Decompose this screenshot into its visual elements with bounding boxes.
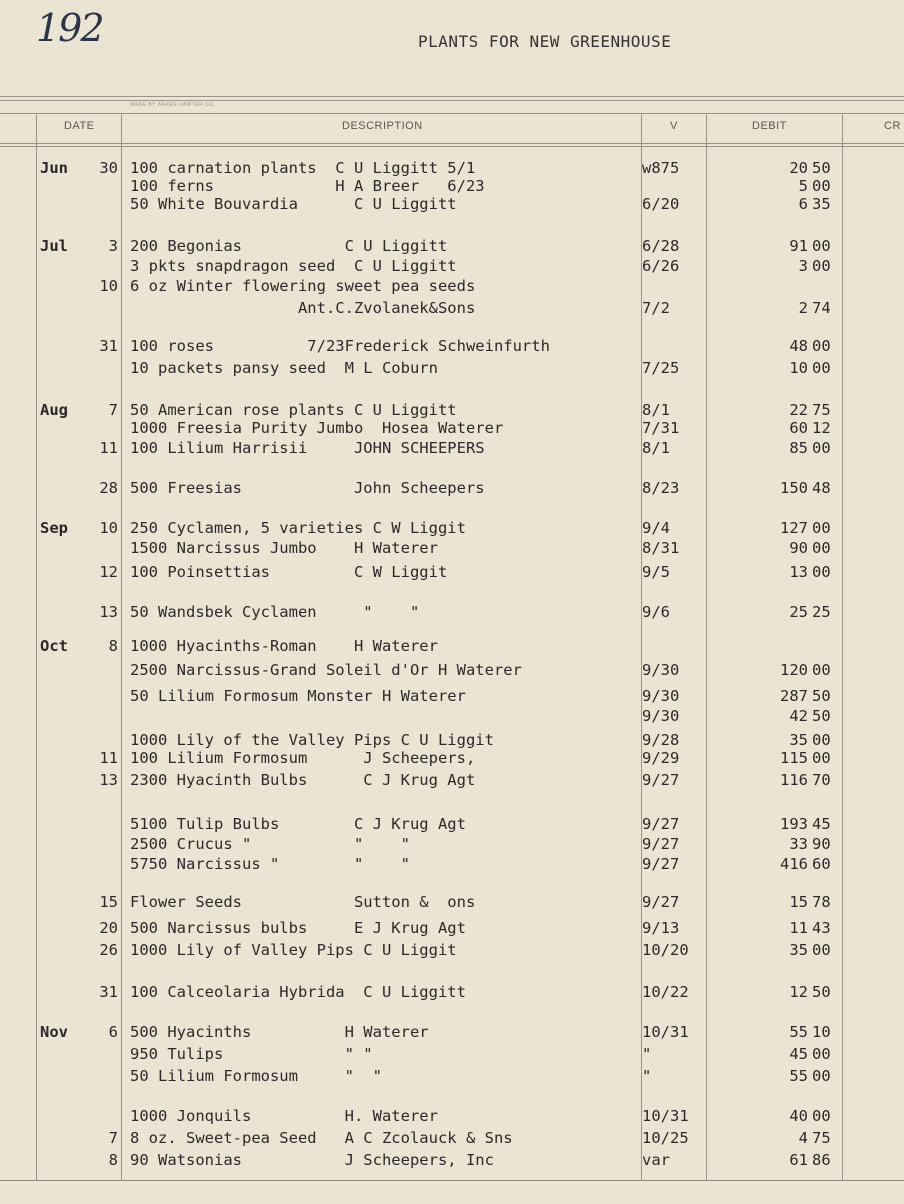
debit-dollars: 10 [789, 359, 808, 377]
entry-voucher: 10/22 [642, 983, 689, 1001]
debit-cents: 00 [812, 257, 831, 275]
debit-dollars: 55 [789, 1067, 808, 1085]
debit-cents: 50 [812, 159, 831, 177]
ledger-row [0, 276, 904, 298]
header-bottom-rule-2 [0, 146, 904, 147]
entry-description: 6 oz Winter flowering sweet pea seeds [130, 277, 476, 295]
ledger-row [0, 1022, 904, 1044]
debit-cents: 00 [812, 661, 831, 679]
debit-cents: 00 [812, 337, 831, 355]
entry-voucher: 9/27 [642, 855, 680, 873]
entry-description: 200 Begonias C U Liggitt [130, 237, 448, 255]
entry-description: 1000 Lily of the Valley Pips C U Liggit [130, 731, 494, 749]
ledger-row [0, 438, 904, 460]
debit-cents: 50 [812, 983, 831, 1001]
debit-cents: 00 [812, 563, 831, 581]
entry-month: Jun [40, 159, 68, 177]
debit-cents: 25 [812, 603, 831, 621]
entry-month: Jul [40, 237, 68, 255]
v-column-header: V [670, 120, 678, 132]
entry-description: 50 Lilium Formosum " " [130, 1067, 382, 1085]
debit-column-header: DEBIT [752, 120, 787, 132]
ledger-row [0, 602, 904, 624]
entry-description: 1000 Hyacinths-Roman H Waterer [130, 637, 438, 655]
debit-dollars: 15 [789, 893, 808, 911]
entry-description: 90 Watsonias J Scheepers, Inc [130, 1151, 494, 1169]
header-top-rule [0, 113, 904, 114]
ledger-row [0, 636, 904, 658]
entry-day: 15 [99, 893, 118, 911]
entry-day: 30 [99, 159, 118, 177]
entry-month: Nov [40, 1023, 68, 1041]
entry-description: 8 oz. Sweet-pea Seed A C Zcolauck & Sns [130, 1129, 513, 1147]
entry-description: 2300 Hyacinth Bulbs C J Krug Agt [130, 771, 476, 789]
debit-cents: 00 [812, 439, 831, 457]
ledger-row [0, 562, 904, 584]
debit-dollars: 60 [789, 419, 808, 437]
entry-day: 11 [99, 439, 118, 457]
debit-cents: 00 [812, 237, 831, 255]
entry-description: 2500 Narcissus-Grand Soleil d'Or H Waterer [130, 661, 522, 679]
header-bottom-rule [0, 143, 904, 144]
ledger-row [0, 1106, 904, 1128]
debit-cents: 00 [812, 519, 831, 537]
entry-voucher: 10/25 [642, 1129, 689, 1147]
debit-cents: 60 [812, 855, 831, 873]
ledger-row [0, 770, 904, 792]
debit-cents: 00 [812, 1107, 831, 1125]
entry-description: Flower Seeds Sutton & ons [130, 893, 476, 911]
entry-description: 3 pkts snapdragon seed C U Liggitt [130, 257, 457, 275]
debit-cents: 78 [812, 893, 831, 911]
debit-cents: 00 [812, 941, 831, 959]
debit-dollars: 11 [789, 919, 808, 937]
debit-cents: 50 [812, 687, 831, 705]
debit-dollars: 127 [780, 519, 808, 537]
entry-voucher: " [642, 1045, 652, 1063]
entry-day: 11 [99, 749, 118, 767]
entry-voucher: 8/1 [642, 439, 670, 457]
credit-column-header: CR [884, 120, 901, 132]
entry-voucher: 10/31 [642, 1107, 689, 1125]
debit-cents: 12 [812, 419, 831, 437]
ledger-row [0, 418, 904, 440]
ledger-row [0, 982, 904, 1004]
entry-day: 20 [99, 919, 118, 937]
debit-cents: 75 [812, 1129, 831, 1147]
entry-voucher: w875 [642, 159, 680, 177]
entry-day: 12 [99, 563, 118, 581]
ledger-row [0, 706, 904, 728]
debit-cents: 86 [812, 1151, 831, 1169]
debit-dollars: 90 [789, 539, 808, 557]
entry-voucher: 9/28 [642, 731, 680, 749]
debit-dollars: 5 [798, 177, 808, 195]
entry-voucher: 10/31 [642, 1023, 689, 1041]
ledger-row [0, 834, 904, 856]
entry-description: 1000 Lily of Valley Pips C U Liggit [130, 941, 457, 959]
entry-month: Oct [40, 637, 68, 655]
page-title: PLANTS FOR NEW GREENHOUSE [418, 32, 672, 51]
entry-day: 8 [108, 1151, 118, 1169]
entry-voucher: 9/29 [642, 749, 680, 767]
debit-cents: 50 [812, 707, 831, 725]
debit-cents: 48 [812, 479, 831, 497]
debit-cents: 90 [812, 835, 831, 853]
debit-dollars: 48 [789, 337, 808, 355]
entry-day: 7 [108, 1129, 118, 1147]
ledger-row [0, 1044, 904, 1066]
entry-description: 100 Lilium Harrisii JOHN SCHEEPERS [130, 439, 485, 457]
entry-voucher: 9/30 [642, 661, 680, 679]
ledger-row [0, 892, 904, 914]
top-rule-2 [0, 100, 904, 101]
debit-cents: 00 [812, 539, 831, 557]
entry-day: 6 [108, 1023, 118, 1041]
debit-dollars: 6 [798, 195, 808, 213]
ledger-row [0, 194, 904, 216]
ledger-row [0, 478, 904, 500]
ledger-row [0, 256, 904, 278]
debit-dollars: 116 [780, 771, 808, 789]
entry-day: 26 [99, 941, 118, 959]
debit-cents: 00 [812, 731, 831, 749]
entry-description: 250 Cyclamen, 5 varieties C W Liggit [130, 519, 466, 537]
debit-cents: 45 [812, 815, 831, 833]
entry-voucher: " [642, 1067, 652, 1085]
debit-dollars: 150 [780, 479, 808, 497]
entry-description: 5100 Tulip Bulbs C J Krug Agt [130, 815, 466, 833]
entry-day: 31 [99, 337, 118, 355]
debit-dollars: 22 [789, 401, 808, 419]
entry-month: Aug [40, 401, 68, 419]
entry-day: 13 [99, 771, 118, 789]
date-column-header: DATE [64, 120, 95, 132]
debit-cents: 00 [812, 177, 831, 195]
debit-cents: 00 [812, 1045, 831, 1063]
entry-voucher: 9/27 [642, 771, 680, 789]
entry-day: 13 [99, 603, 118, 621]
ledger-row [0, 748, 904, 770]
ledger-row [0, 660, 904, 682]
ledger-row [0, 854, 904, 876]
entry-voucher: 9/27 [642, 835, 680, 853]
entry-description: 5750 Narcissus " " " [130, 855, 410, 873]
debit-dollars: 12 [789, 983, 808, 1001]
debit-cents: 70 [812, 771, 831, 789]
entry-day: 3 [108, 237, 118, 255]
ledger-row [0, 686, 904, 708]
entry-day: 10 [99, 519, 118, 537]
entry-voucher: 9/30 [642, 707, 680, 725]
debit-dollars: 2 [798, 299, 808, 317]
debit-cents: 00 [812, 749, 831, 767]
debit-cents: 00 [812, 1067, 831, 1085]
entry-description: 50 American rose plants C U Liggitt [130, 401, 457, 419]
entry-voucher: 8/1 [642, 401, 670, 419]
debit-dollars: 115 [780, 749, 808, 767]
entry-description: 100 carnation plants C U Liggitt 5/1 [130, 159, 476, 177]
entry-description: 10 packets pansy seed M L Coburn [130, 359, 438, 377]
entry-description: Ant.C.Zvolanek&Sons [130, 299, 476, 317]
debit-dollars: 287 [780, 687, 808, 705]
debit-dollars: 20 [789, 159, 808, 177]
debit-dollars: 61 [789, 1151, 808, 1169]
entry-voucher: 9/5 [642, 563, 670, 581]
debit-cents: 00 [812, 359, 831, 377]
entry-description: 1000 Jonquils H. Waterer [130, 1107, 438, 1125]
entry-voucher: 10/20 [642, 941, 689, 959]
debit-dollars: 4 [798, 1129, 808, 1147]
debit-dollars: 42 [789, 707, 808, 725]
entry-voucher: 9/27 [642, 893, 680, 911]
entry-description: 500 Freesias John Scheepers [130, 479, 485, 497]
debit-dollars: 35 [789, 941, 808, 959]
ledger-row [0, 518, 904, 540]
entry-voucher: 7/25 [642, 359, 680, 377]
entry-description: 100 Poinsettias C W Liggit [130, 563, 448, 581]
debit-dollars: 35 [789, 731, 808, 749]
entry-voucher: 7/2 [642, 299, 670, 317]
entry-voucher: 6/20 [642, 195, 680, 213]
description-column-header: DESCRIPTION [342, 120, 423, 132]
entry-description: 50 Wandsbek Cyclamen " " [130, 603, 420, 621]
entry-day: 28 [99, 479, 118, 497]
debit-dollars: 55 [789, 1023, 808, 1041]
top-rule [0, 96, 904, 97]
ledger-row [0, 918, 904, 940]
entry-voucher: var [642, 1151, 670, 1169]
debit-dollars: 40 [789, 1107, 808, 1125]
ledger-row [0, 358, 904, 380]
entry-description: 1000 Freesia Purity Jumbo Hosea Waterer [130, 419, 504, 437]
entry-description: 500 Hyacinths H Waterer [130, 1023, 429, 1041]
entry-description: 500 Narcissus bulbs E J Krug Agt [130, 919, 466, 937]
entry-description: 50 Lilium Formosum Monster H Waterer [130, 687, 466, 705]
debit-dollars: 45 [789, 1045, 808, 1063]
entry-voucher: 8/31 [642, 539, 680, 557]
debit-cents: 75 [812, 401, 831, 419]
entry-description: 950 Tulips " " [130, 1045, 373, 1063]
debit-dollars: 33 [789, 835, 808, 853]
entry-day: 31 [99, 983, 118, 1001]
entry-day: 8 [108, 637, 118, 655]
entry-description: 100 ferns H A Breer 6/23 [130, 177, 485, 195]
debit-dollars: 120 [780, 661, 808, 679]
entry-description: 100 Lilium Formosum J Scheepers, [130, 749, 476, 767]
entry-voucher: 7/31 [642, 419, 680, 437]
handwritten-year: 192 [36, 6, 103, 50]
entry-description: 1500 Narcissus Jumbo H Waterer [130, 539, 438, 557]
bottom-rule [0, 1180, 904, 1181]
entry-voucher: 9/4 [642, 519, 670, 537]
ledger-row [0, 1128, 904, 1150]
debit-dollars: 3 [798, 257, 808, 275]
entry-description: 100 Calceolaria Hybrida C U Liggitt [130, 983, 466, 1001]
debit-cents: 35 [812, 195, 831, 213]
debit-dollars: 91 [789, 237, 808, 255]
entry-voucher: 8/23 [642, 479, 680, 497]
entry-description: 50 White Bouvardia C U Liggitt [130, 195, 457, 213]
debit-dollars: 416 [780, 855, 808, 873]
debit-cents: 10 [812, 1023, 831, 1041]
entry-voucher: 9/30 [642, 687, 680, 705]
entry-description: 2500 Crucus " " " [130, 835, 410, 853]
entry-voucher: 6/28 [642, 237, 680, 255]
entry-voucher: 9/27 [642, 815, 680, 833]
maker-imprint: MADE BY BAKER-VAWTER CO. [130, 102, 216, 108]
entry-voucher: 9/6 [642, 603, 670, 621]
ledger-row [0, 236, 904, 258]
ledger-row [0, 336, 904, 358]
entry-description: 100 roses 7/23Frederick Schweinfurth [130, 337, 550, 355]
debit-dollars: 193 [780, 815, 808, 833]
ledger-row [0, 298, 904, 320]
debit-dollars: 85 [789, 439, 808, 457]
debit-dollars: 13 [789, 563, 808, 581]
entry-day: 7 [108, 401, 118, 419]
ledger-row [0, 940, 904, 962]
debit-dollars: 25 [789, 603, 808, 621]
ledger-row [0, 1066, 904, 1088]
debit-cents: 43 [812, 919, 831, 937]
entry-month: Sep [40, 519, 68, 537]
entry-voucher: 9/13 [642, 919, 680, 937]
entry-day: 10 [99, 277, 118, 295]
ledger-row [0, 814, 904, 836]
ledger-row [0, 1150, 904, 1172]
ledger-row [0, 538, 904, 560]
entry-voucher: 6/26 [642, 257, 680, 275]
debit-cents: 74 [812, 299, 831, 317]
